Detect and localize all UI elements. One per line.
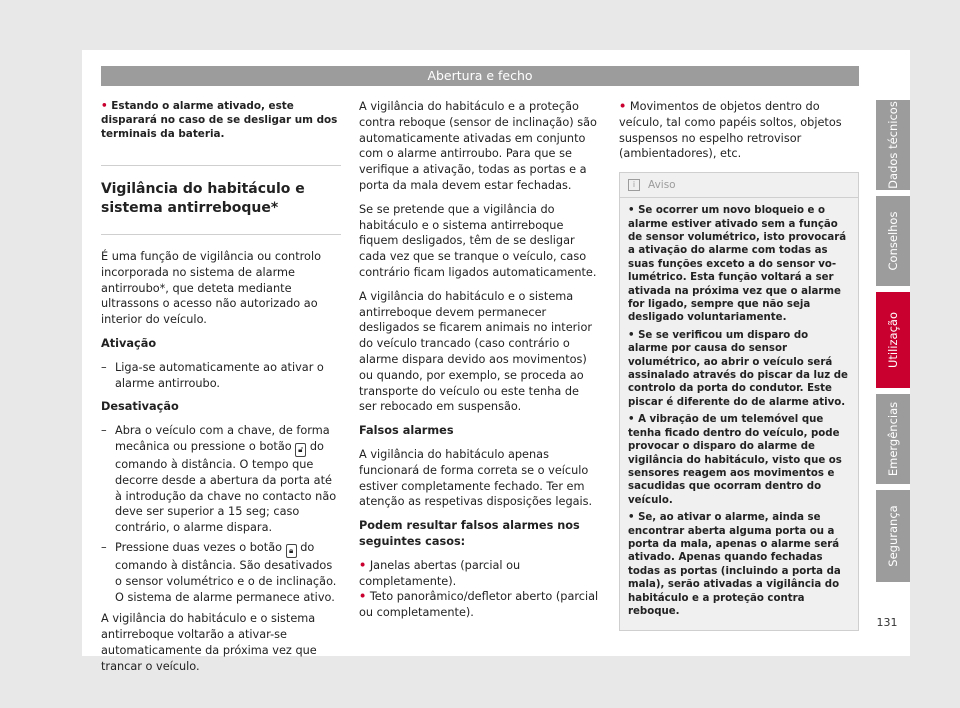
warning-header: i Aviso [620,173,858,198]
bullet-icon: • [101,100,108,112]
section-title: Vigilância do habitáculo e sistema antirreboque* [101,165,341,235]
warning-item: • Se ocorrer um novo bloqueio e o alarme estiver ativado sem a função de sensor volumétrico, isto provocará a ativação do alarme com todas as suas funções exceto a do sensor volumétrico. Esta função voltará a ser ativada na próxima vez que o alarme for ligado, sempre que não seja desligado voluntariamente. [628,205,847,324]
desativacao-item-1: – Abra o veículo com a chave, de forma mecânica ou pressione o botão 🔓︎ do comando à distância. O tempo que decorre desde a abertura da porta até à introdução da chave no contacto não deve ser superior a 15 seg; caso contrário, o alarme dispara. [101,424,337,535]
desativacao-heading: Desativação [101,400,179,414]
tab-utilizacao[interactable]: Utilização [876,292,910,388]
tab-dados-tecnicos[interactable]: Dados técnicos [876,100,910,190]
paragraph-2: Se se pretende que a vigilância do habitáculo e o sistema antirreboque fiquem desligados, têm de se desligar cada vez que se tranque o veículo, caso contrário ficam ligados automaticamente. [359,202,597,279]
warning-box [619,172,859,631]
ativacao-item: – Liga-se automaticamente ao ativar o alarme antirroubo. [101,360,324,390]
column-left [101,99,341,683]
paragraph-1: A vigilância do habitáculo e a proteção contra reboque (sensor de inclinação) são automaticamente ativadas em conjunto com o alarme antirroubo. Para que se verifique a ativação, todas as portas e a porta da mala devem estar fechadas. [359,100,597,192]
cause-item-2: • Teto panorâmico/defletor aberto (parcial ou completamente). [359,590,599,620]
warning-item: • Se, ao ativar o alarme, ainda se encontrar aberta alguma porta ou a porta da mala, apenas o alarme será ativado. Apenas quando fechadas todas as portas (incluindo a porta da mala), serão ativadas a vigilância do habitáculo e a proteção contra reboque. [628,512,841,617]
cause-item-3: • Movimentos de objetos dentro do veículo, tal como papéis soltos, objetos suspensos no espelho retrovisor (ambientadores), etc. [619,100,842,161]
ativacao-heading: Ativação [101,336,157,350]
battery-note-text: Estando o alarme ativado, este disparará no caso de se desligar um dos terminais da bateria. [101,100,338,140]
paragraph-4: A vigilância do habitáculo apenas funcionará de forma correta se o veículo estiver completamente fechado. Ter em atenção as respetivas disposições legais. [359,447,593,509]
lock-key-icon: 🔒︎ [286,544,297,558]
falsos-alarmes-heading: Falsos alarmes [359,424,454,438]
cause-item-1: • Janelas abertas (parcial ou completamente). [359,558,521,588]
paragraph-3: A vigilância do habitáculo e o sistema antirreboque devem permanecer desligados se ficarem animais no interior do veículo trancado (caso contrário o alarme dispara devido aos movimentos) ou quando, por exemplo, se proceda ao transporte do veículo ou este tenha de ser rebocado em suspensão. [359,289,592,414]
desativacao-item-2: – Pressione duas vezes o botão 🔒︎ do comando à distância. São desativados o sensor volumétrico e o de inclinação. O sistema de alarme permanece ativo. [101,540,337,604]
warning-item: • Se se verificou um disparo do alarme por causa do sensor volumétrico, ao abrir o veículo será assinalado através do piscar da luz de controlo da porta do condutor. Este piscar é diferente do de alarme ativo. [628,329,848,408]
battery-note [101,99,341,141]
page-header: Abertura e fecho [101,66,859,86]
warning-item: • A vibração de um telemóvel que tenha ficado dentro do veículo, pode provocar o disparo do alarme de vigilância do habitáculo, visto que os sensores reagem aos movimentos e sacudidas que ocorram dentro do veículo. [628,414,842,506]
causes-heading: Podem resultar falsos alarmes nos seguintes casos: [359,519,580,548]
tab-emergencias[interactable]: Emergências [876,394,910,484]
page-number: 131 [876,616,898,629]
tab-seguranca[interactable]: Segurança [876,490,910,582]
info-icon: i [628,179,640,191]
intro-paragraph: É uma função de vigilância ou controlo incorporada no sistema de alarme antirroubo*, que deteta mediante ultrassons o acesso não autorizado ao interior do veículo. [101,250,322,327]
closing-paragraph: A vigilância do habitáculo e o sistema antirreboque voltarão a ativar-se automaticamente da próxima vez que trancar o veículo. [101,612,317,673]
column-right [619,99,859,631]
column-middle [359,99,599,621]
tab-conselhos[interactable]: Conselhos [876,196,910,286]
unlock-key-icon: 🔓︎ [295,443,306,457]
